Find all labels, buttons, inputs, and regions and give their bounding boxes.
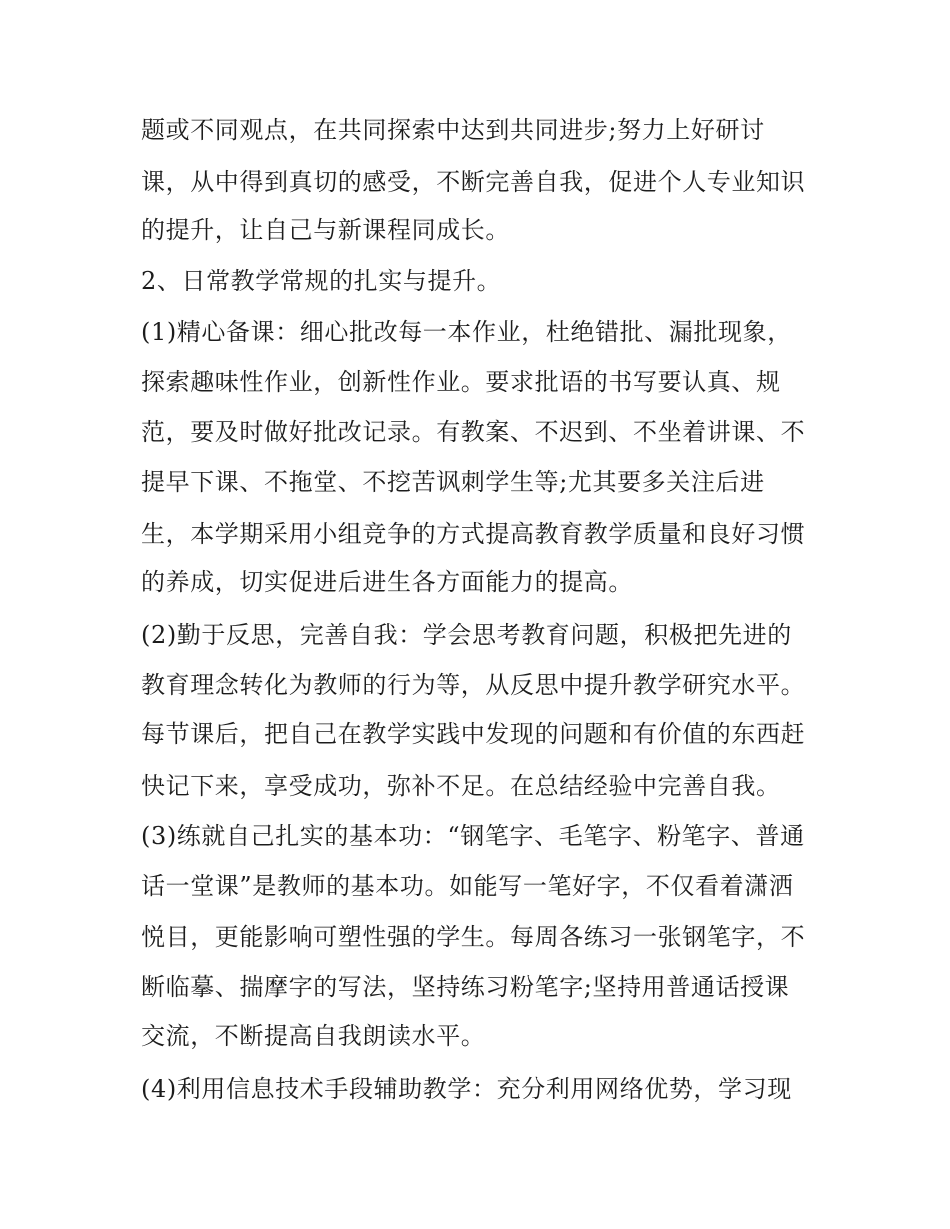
text-line: 断临摹、揣摩字的写法，坚持练习粉笔字;坚持用普通话授课 (141, 973, 790, 1001)
text-line: 悦目，更能影响可塑性强的学生。每周各练习一张钢笔字，不 (141, 923, 806, 951)
text-line: 探索趣味性作业，创新性作业。要求批语的书写要认真、规 (141, 368, 781, 396)
text-line: (3)练就自己扎实的基本功：“钢笔字、毛笔字、粉笔字、普通 (141, 822, 805, 850)
section-heading: 2、日常教学常规的扎实与提升。 (141, 267, 502, 295)
text-line: (1)精心备课：细心批改每一本作业，杜绝错批、漏批现象， (141, 318, 792, 346)
text-line: 话一堂课”是教师的基本功。如能写一笔好字，不仅看着潇洒 (141, 872, 794, 900)
text-line: (2)勤于反思，完善自我：学会思考教育问题，积极把先进的 (141, 621, 792, 649)
text-line: 课，从中得到真切的感受，不断完善自我，促进个人专业知识 (141, 168, 806, 196)
text-line: 教育理念转化为教师的行为等，从反思中提升教学研究水平。 (141, 671, 806, 699)
text-line: 交流，不断提高自我朗读水平。 (141, 1022, 486, 1050)
text-line: 的提升，让自己与新课程同成长。 (141, 216, 510, 244)
text-line: 提早下课、不拖堂、不挖苦讽刺学生等;尤其要多关注后进 (141, 468, 765, 496)
text-line: 每节课后，把自己在教学实践中发现的问题和有价值的东西赶 (141, 720, 806, 748)
text-line: 的养成，切实促进后进生各方面能力的提高。 (141, 568, 633, 596)
text-line: 题或不同观点，在共同探索中达到共同进步;努力上好研讨 (141, 116, 765, 144)
text-line: 生，本学期采用小组竞争的方式提高教育教学质量和良好习惯 (141, 520, 806, 548)
text-line: 快记下来，享受成功，弥补不足。在总结经验中完善自我。 (141, 772, 781, 800)
text-line: 范，要及时做好批改记录。有教案、不迟到、不坐着讲课、不 (141, 418, 806, 446)
text-line: (4)利用信息技术手段辅助教学：充分利用网络优势，学习现 (141, 1075, 792, 1103)
